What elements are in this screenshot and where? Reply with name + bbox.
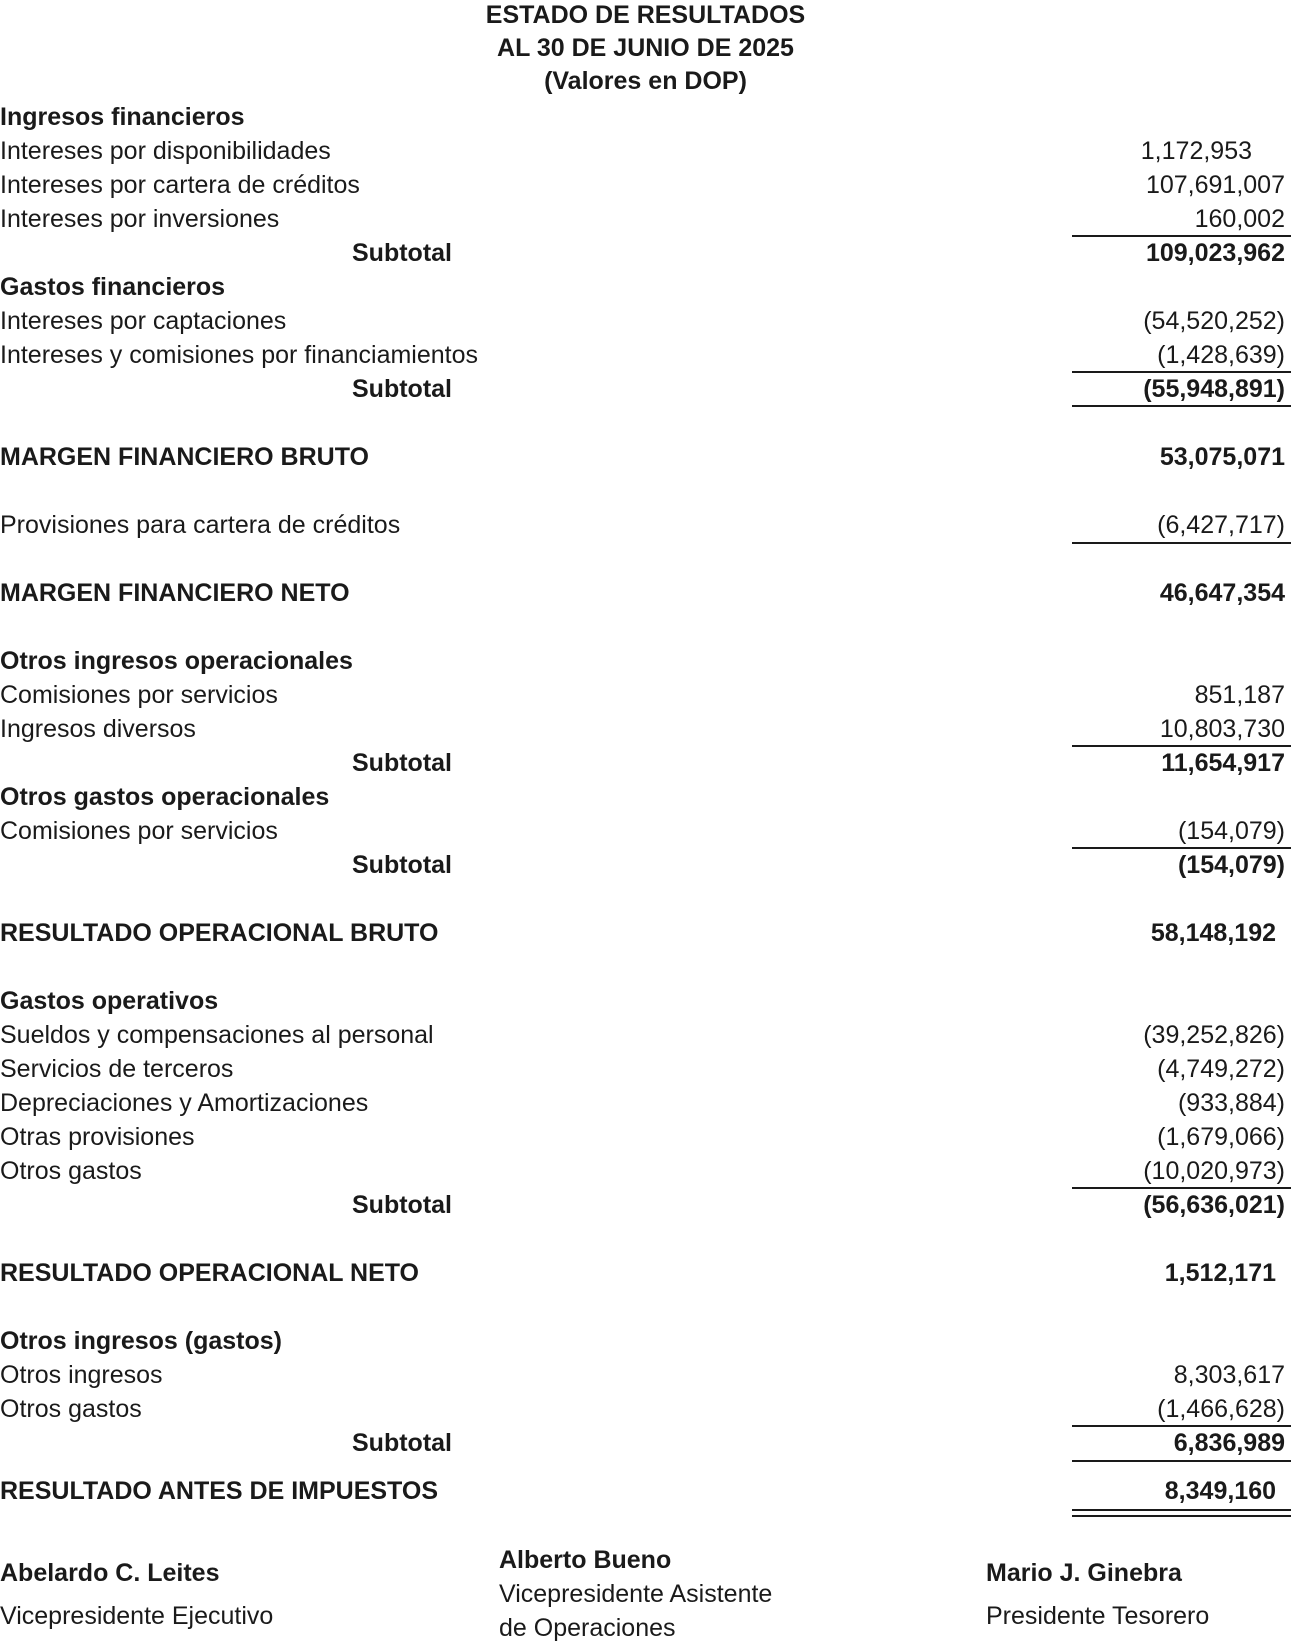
line-item-label: Intereses por disponibilidades — [0, 137, 331, 165]
subtotal-row — [0, 1188, 1291, 1222]
total-value: 1,512,171 — [1164, 1259, 1276, 1287]
subtotal-label: Subtotal — [352, 1429, 452, 1457]
line-item-value: (10,020,973) — [1143, 1157, 1285, 1185]
subtotal-value: (154,079) — [1177, 851, 1285, 879]
line-item-value: 160,002 — [1194, 205, 1285, 233]
subtotal-underline — [1072, 405, 1291, 407]
total-label: RESULTADO OPERACIONAL NETO — [0, 1259, 420, 1287]
subtotal-value: 109,023,962 — [1145, 239, 1285, 267]
line-item-label: Intereses por inversiones — [0, 205, 280, 233]
section-heading: Otros ingresos operacionales — [0, 647, 353, 675]
total-value: 8,349,160 — [1164, 1477, 1276, 1505]
total-label: MARGEN FINANCIERO NETO — [0, 579, 350, 607]
line-item-value: (4,749,272) — [1157, 1055, 1285, 1083]
line-item-label: Provisiones para cartera de créditos — [0, 511, 401, 539]
section-heading: Otros gastos operacionales — [0, 783, 330, 811]
line-item-value: 8,303,617 — [1173, 1361, 1285, 1389]
section-heading-gastos-financieros — [0, 270, 1291, 304]
subtotal-value: 6,836,989 — [1173, 1429, 1285, 1457]
total-label: MARGEN FINANCIERO BRUTO — [0, 443, 369, 471]
line-item-label: Comisiones por servicios — [0, 681, 278, 709]
section-heading-otros-ingresos-operacionales — [0, 644, 1291, 678]
section-heading: Ingresos financieros — [0, 103, 245, 131]
line-item — [0, 508, 1291, 542]
signatory-name: Alberto Bueno — [499, 1546, 672, 1574]
line-item-value: (54,520,252) — [1143, 307, 1285, 335]
signatory-name: Abelardo C. Leites — [0, 1559, 220, 1587]
line-item — [0, 202, 1291, 236]
line-item-label: Intereses por cartera de créditos — [0, 171, 360, 199]
total-value: 58,148,192 — [1150, 919, 1276, 947]
line-item-label: Ingresos diversos — [0, 715, 196, 743]
line-item — [0, 1392, 1291, 1426]
currency-note: (Valores en DOP) — [544, 67, 747, 95]
line-item-value: 851,187 — [1194, 681, 1285, 709]
line-item — [0, 168, 1291, 202]
line-item — [0, 678, 1291, 712]
subtotal-row — [0, 746, 1291, 780]
section-heading-gastos-operativos — [0, 984, 1291, 1018]
subtotal-value: 11,654,917 — [1161, 749, 1285, 777]
signatory-name: Mario J. Ginebra — [986, 1559, 1182, 1587]
line-item-label: Intereses y comisiones por financiamientos — [0, 341, 479, 369]
line-item — [0, 1086, 1291, 1120]
line-item — [0, 1018, 1291, 1052]
line-item-value: (1,428,639) — [1157, 341, 1285, 369]
subtotal-value: (56,636,021) — [1143, 1191, 1285, 1219]
section-heading-ingresos-financieros — [0, 100, 1291, 134]
line-item — [0, 338, 1291, 372]
line-item-label: Otros gastos — [0, 1395, 142, 1423]
signatory-title: Vicepresidente Ejecutivo — [0, 1602, 274, 1630]
line-item-label: Servicios de terceros — [0, 1055, 234, 1083]
line-item-value: (6,427,717) — [1157, 511, 1285, 539]
line-item-value: 107,691,007 — [1145, 171, 1285, 199]
section-heading: Gastos financieros — [0, 273, 226, 301]
subtotal-row — [0, 848, 1291, 882]
subtotal-label: Subtotal — [352, 239, 452, 267]
line-item-label: Otras provisiones — [0, 1123, 195, 1151]
line-item-label: Sueldos y compensaciones al personal — [0, 1021, 434, 1049]
total-row-resultado-antes-impuestos — [0, 1474, 1291, 1508]
subtotal-row — [0, 372, 1291, 406]
line-item — [0, 1120, 1291, 1154]
line-item-value: 10,803,730 — [1159, 715, 1285, 743]
line-item-value: (1,679,066) — [1157, 1123, 1285, 1151]
section-heading-otros-ingresos-gastos — [0, 1324, 1291, 1358]
line-item-label: Comisiones por servicios — [0, 817, 278, 845]
line-item — [0, 1154, 1291, 1188]
line-item-value: (1,466,628) — [1157, 1395, 1285, 1423]
line-item — [0, 304, 1291, 338]
subtotal-label: Subtotal — [352, 375, 452, 403]
total-label: RESULTADO OPERACIONAL BRUTO — [0, 919, 439, 947]
signatory-title: Vicepresidente Asistente — [499, 1580, 773, 1608]
line-item — [0, 1052, 1291, 1086]
line-item-value: 1,172,953 — [1140, 137, 1252, 165]
section-heading: Otros ingresos (gastos) — [0, 1327, 282, 1355]
grand-total-double-rule — [1072, 1509, 1291, 1517]
subtotal-label: Subtotal — [352, 1191, 452, 1219]
line-item — [0, 134, 1291, 168]
line-item — [0, 712, 1291, 746]
subtotal-label: Subtotal — [352, 749, 452, 777]
total-row-margen-bruto — [0, 440, 1291, 474]
line-item-value: (933,884) — [1177, 1089, 1285, 1117]
subtotal-rule — [1072, 542, 1291, 544]
line-item — [0, 1358, 1291, 1392]
total-value: 46,647,354 — [1159, 579, 1285, 607]
statement-title: ESTADO DE RESULTADOS — [485, 1, 806, 29]
signatory-title-continued: de Operaciones — [499, 1614, 676, 1642]
total-row-margen-neto — [0, 576, 1291, 610]
line-item-label: Otros gastos — [0, 1157, 142, 1185]
total-row-resultado-operacional-bruto — [0, 916, 1291, 950]
line-item-value: (39,252,826) — [1143, 1021, 1285, 1049]
line-item-label: Depreciaciones y Amortizaciones — [0, 1089, 369, 1117]
total-label: RESULTADO ANTES DE IMPUESTOS — [0, 1477, 439, 1505]
subtotal-row — [0, 1426, 1291, 1460]
statement-date: AL 30 DE JUNIO DE 2025 — [497, 34, 794, 62]
subtotal-row — [0, 236, 1291, 270]
subtotal-label: Subtotal — [352, 851, 452, 879]
total-row-resultado-operacional-neto — [0, 1256, 1291, 1290]
line-item-label: Otros ingresos — [0, 1361, 163, 1389]
section-heading-otros-gastos-operacionales — [0, 780, 1291, 814]
subtotal-underline — [1072, 1460, 1291, 1462]
subtotal-value: (55,948,891) — [1143, 375, 1285, 403]
section-heading: Gastos operativos — [0, 987, 219, 1015]
line-item-label: Intereses por captaciones — [0, 307, 287, 335]
signatory-title: Presidente Tesorero — [986, 1602, 1210, 1630]
line-item-value: (154,079) — [1177, 817, 1285, 845]
total-value: 53,075,071 — [1159, 443, 1285, 471]
line-item — [0, 814, 1291, 848]
